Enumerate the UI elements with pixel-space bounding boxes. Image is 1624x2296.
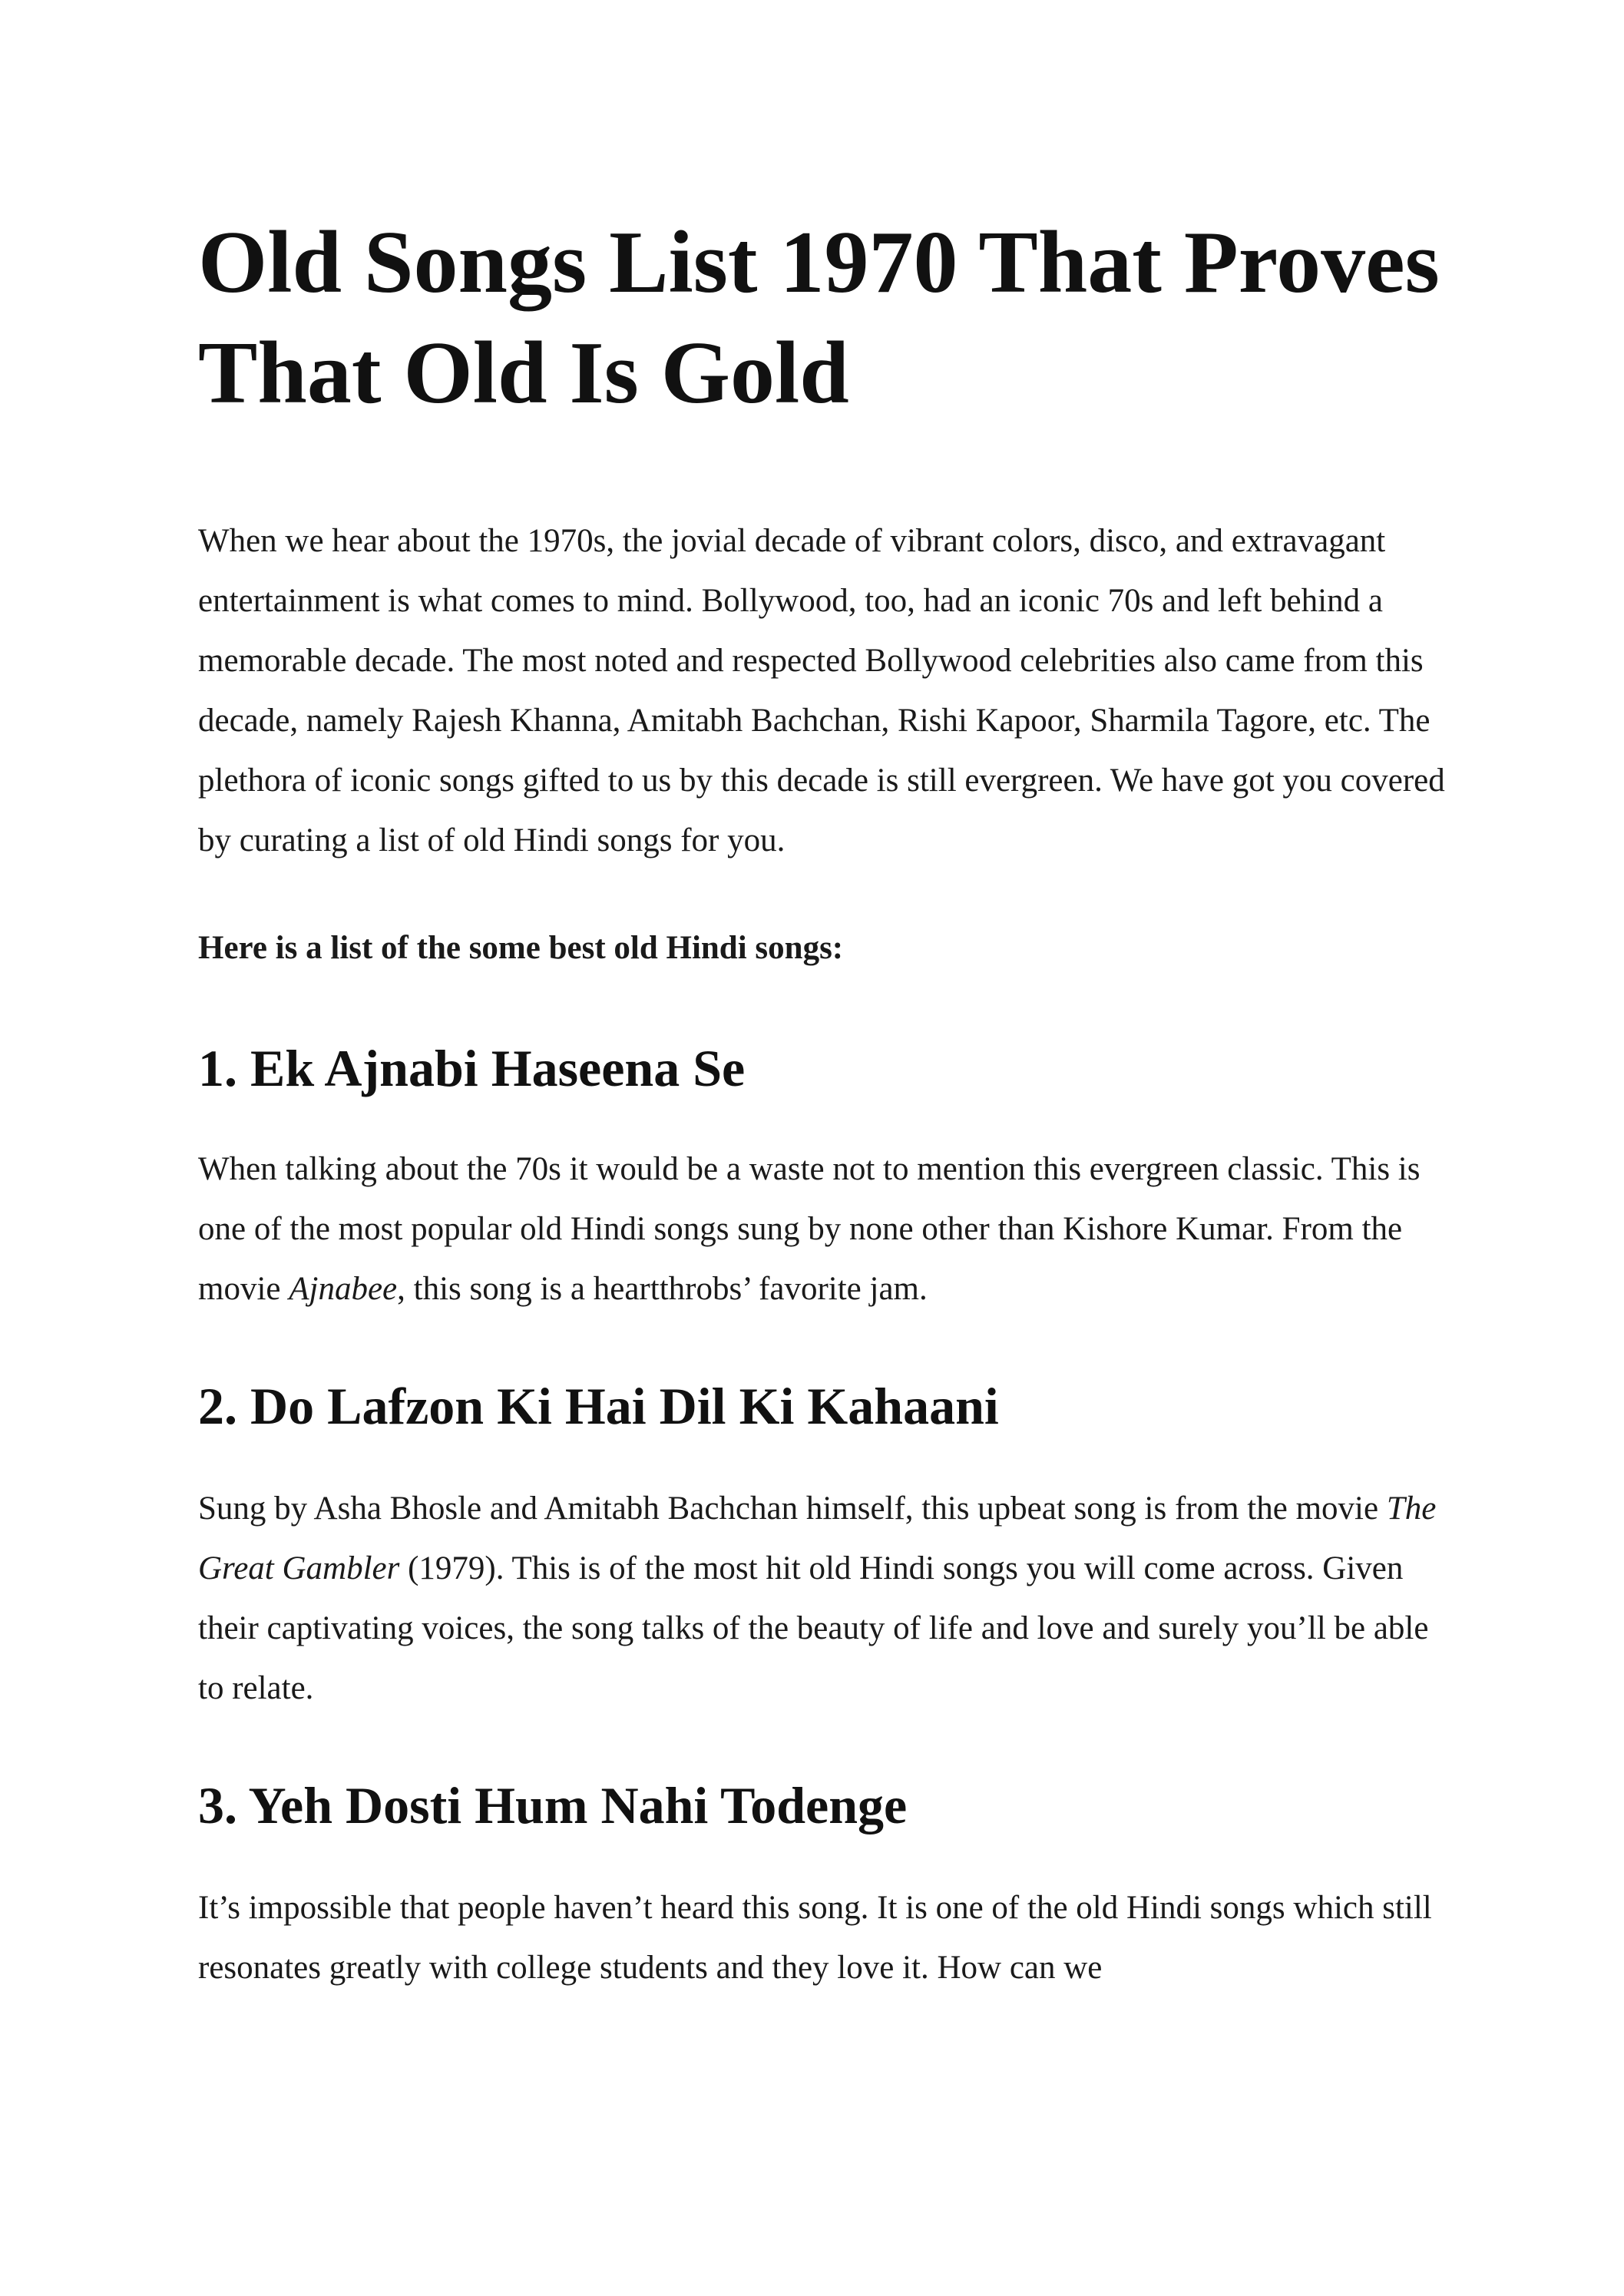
song-section-1	[198, 1034, 1457, 1319]
article-title: Old Songs List 1970 That Proves That Old Is Gold	[198, 213, 1440, 422]
desc-text: Sung by Asha Bhosle and Amitabh Bachchan himself, this upbeat song is from the movie	[198, 1490, 1387, 1527]
desc-text: When talking about the 70s it would be a waste not to mention this evergreen classic. This is one of the most popular old Hindi songs sung by none other than Kishore Kumar. From the movie	[198, 1151, 1421, 1307]
song-description	[198, 1479, 1457, 1719]
movie-title: Ajnabee	[289, 1271, 398, 1307]
intro-paragraph: When we hear about the 1970s, the jovial decade of vibrant colors, disco, and extravagant entertainment is what comes to mind. Bollywood, too, had an iconic 70s and left behind a memorable decade. The most noted and respected Bollywood celebrities also came from this decade, namely Rajesh Khanna, Amitabh Bachchan, Rishi Kapoor, Sharmila Tagore, etc. The plethora of iconic songs gifted to us by this decade is still evergreen. We have got you covered by curating a list of old Hindi songs for you.	[198, 523, 1445, 859]
desc-text: , this song is a heartthrobs’ favorite jam.	[397, 1271, 928, 1307]
song-heading: 3. Yeh Dosti Hum Nahi Todenge	[198, 1776, 908, 1834]
list-intro: Here is a list of the some best old Hindi songs:	[198, 930, 844, 966]
song-description	[198, 1140, 1457, 1319]
desc-text: (1979). This is of the most hit old Hindi songs you will come across. Given their captivating voices, the song talks of the beauty of life and love and surely you’ll be able to relate.	[198, 1550, 1429, 1706]
song-heading: 2. Do Lafzon Ki Hai Dil Ki Kahaani	[198, 1377, 999, 1435]
movie-title: The Great Gambler	[198, 1490, 1437, 1586]
song-heading: 1. Ek Ajnabi Haseena Se	[198, 1039, 746, 1097]
song-section-2	[198, 1371, 1457, 1719]
song-description: It’s impossible that people haven’t heard this song. It is one of the old Hindi songs which still resonates greatly with college students and they love it. How can we	[198, 1890, 1432, 1986]
song-section-3	[198, 1771, 1457, 1998]
document-page	[198, 207, 1457, 1998]
